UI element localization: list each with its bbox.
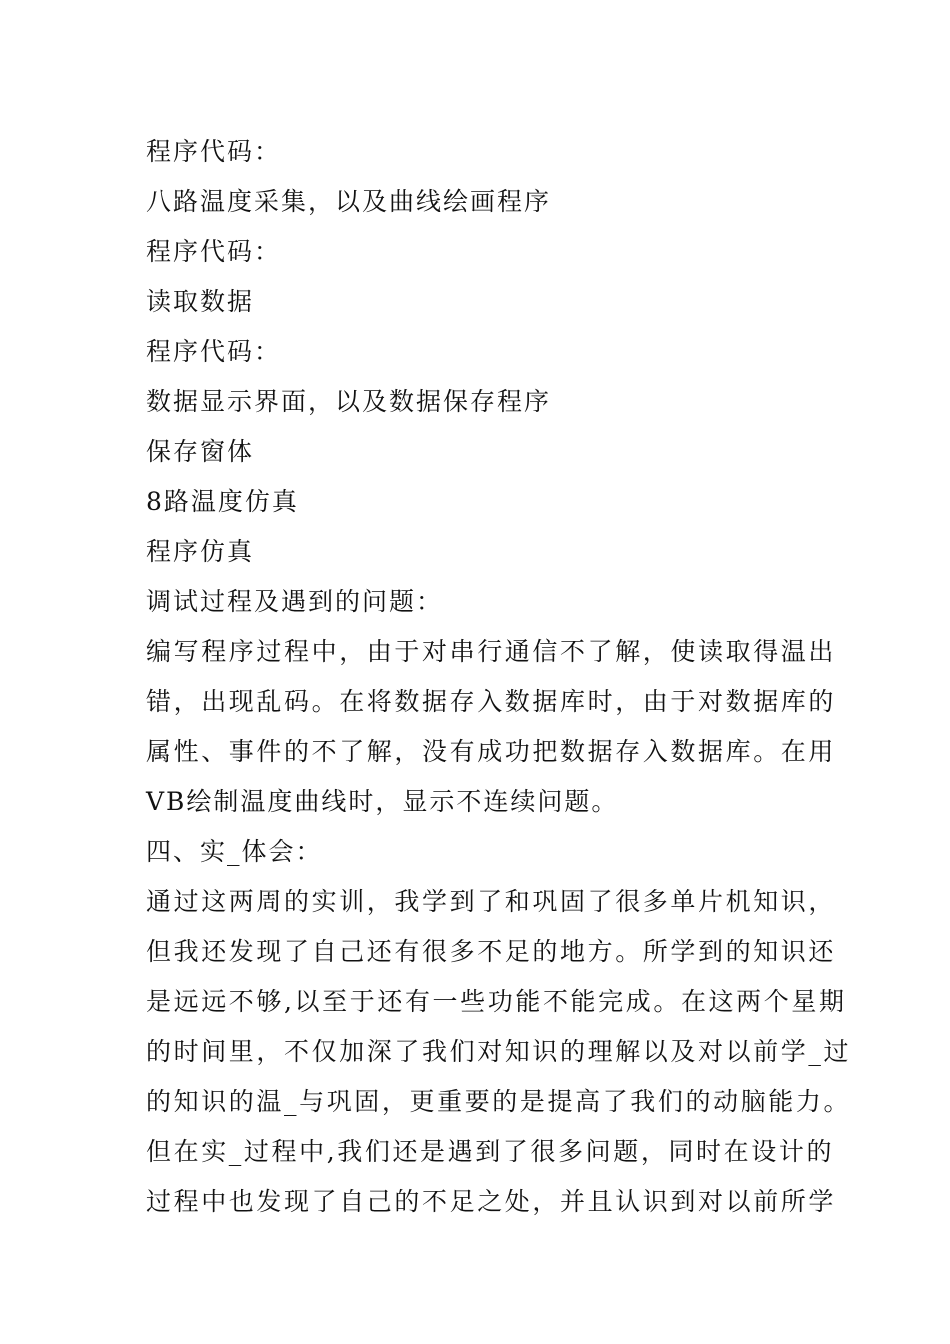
heading-save-window: 保存窗体	[146, 437, 255, 466]
label-program-code-1: 程序代码：	[146, 137, 282, 166]
paragraph-line: 过程中也发现了自己的不足之处，并且认识到对以前所学	[146, 1187, 837, 1216]
paragraph-line: 编写程序过程中，由于对串行通信不了解，使读取得温出	[146, 637, 837, 666]
paragraph-line: VB绘制温度曲线时，显示不连续问题。	[146, 787, 619, 816]
heading-program-simulation: 程序仿真	[146, 537, 255, 566]
heading-temperature-simulation: 8路温度仿真	[146, 487, 299, 516]
paragraph-line: 但在实_过程中,我们还是遇到了很多问题，同时在设计的	[146, 1137, 835, 1166]
paragraph-line: 错，出现乱码。在将数据存入数据库时，由于对数据库的	[146, 687, 837, 716]
label-program-code-3: 程序代码：	[146, 337, 282, 366]
paragraph-line: 但我还发现了自己还有很多不足的地方。所学到的知识还	[146, 937, 837, 966]
paragraph-line: 通过这两周的实训，我学到了和巩固了很多单片机知识，	[146, 887, 837, 916]
paragraph-line: 是远远不够,以至于还有一些功能不能完成。在这两个星期	[146, 987, 847, 1016]
reflection-paragraph	[146, 877, 852, 1227]
heading-debug-problems: 调试过程及遇到的问题：	[146, 587, 444, 616]
label-program-code-2: 程序代码：	[146, 237, 282, 266]
heading-data-display: 数据显示界面，以及数据保存程序	[146, 387, 552, 416]
paragraph-line: 的知识的温_与巩固，更重要的是提高了我们的动脑能力。	[146, 1087, 852, 1116]
section-heading-reflection: 四、实_体会：	[146, 837, 323, 866]
heading-read-data: 读取数据	[146, 287, 255, 316]
problems-paragraph	[146, 627, 837, 827]
heading-eight-channel-acquisition: 八路温度采集，以及曲线绘画程序	[146, 187, 552, 216]
document-body	[146, 127, 852, 1227]
paragraph-line: 属性、事件的不了解，没有成功把数据存入数据库。在用	[146, 737, 837, 766]
paragraph-line: 的时间里，不仅加深了我们对知识的理解以及对以前学_过	[146, 1037, 852, 1066]
